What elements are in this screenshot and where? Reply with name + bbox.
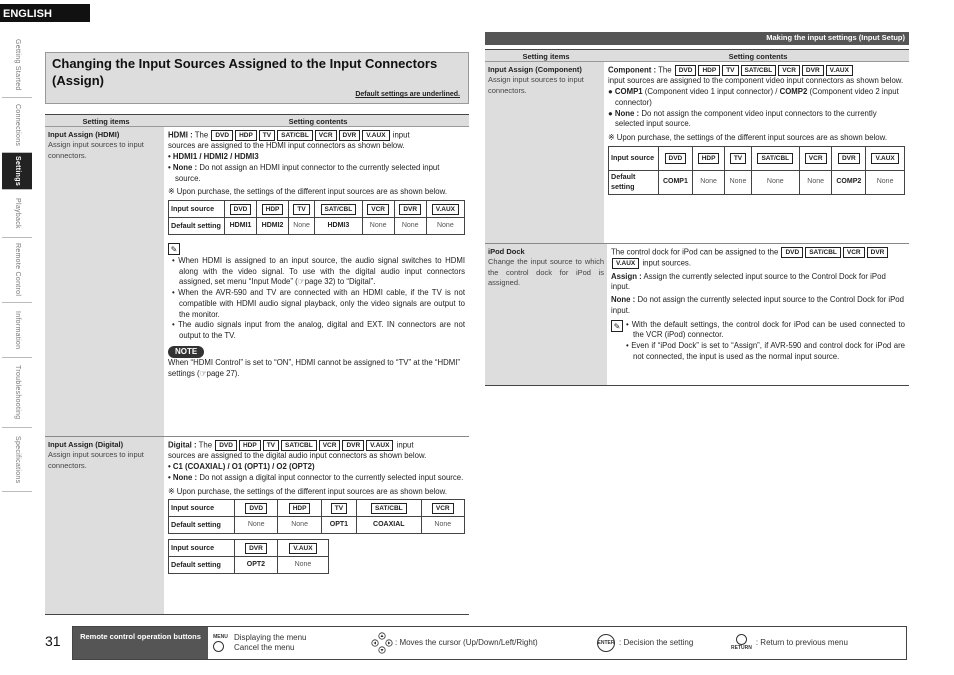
ipod-source-box: DVD	[781, 247, 803, 258]
hdmi-the: The	[194, 130, 209, 140]
table-default-value-cell	[725, 170, 751, 194]
table-source-label-cell	[832, 146, 866, 170]
table-default-value: None	[700, 178, 717, 186]
note-text: Even if “iPod Dock” is set to “Assign”, if AVR-590 and control dock for iPod are not connected, the input is used as the normal input source.	[631, 341, 905, 361]
component-line2: input sources are assigned to the component video input connectors as shown below.	[608, 76, 904, 86]
digital-tbl2-src-label: Input source	[169, 540, 235, 557]
note-item	[172, 256, 465, 288]
table-source-label-cell	[394, 201, 426, 218]
footer-enter-text: : Decision the setting	[619, 638, 694, 648]
component-comp-mid: (Component video 1 input connector) /	[644, 87, 778, 97]
table-source-label: HDP	[262, 204, 284, 215]
table-default-value-cell	[832, 170, 866, 194]
table-source-label: VCR	[367, 204, 389, 215]
sidebar-tab-label: Getting Started	[13, 38, 21, 91]
source-box: DVR	[802, 65, 824, 76]
digital-row	[45, 437, 469, 615]
ipod-source-box: SAT/CBL	[805, 247, 841, 258]
hdmi-purchase-note: ※ Upon purchase, the settings of the different input sources are as shown below.	[168, 187, 448, 197]
ipod-none-text: Do not assign the currently selected input source to the Control Dock for iPod input.	[611, 295, 904, 315]
table-default-value: None	[766, 178, 784, 186]
table-default-value: COMP2	[836, 178, 862, 186]
table-source-label-cell	[659, 146, 693, 170]
section-title-box	[45, 52, 469, 104]
table-source-label: TV	[730, 153, 746, 164]
source-box: TV	[263, 440, 279, 451]
table-default-value: HDMI1	[229, 222, 252, 230]
hdmi-none-label: • None :	[168, 162, 198, 172]
remote-footer	[72, 626, 907, 660]
hdmi-line2: sources are assigned to the HDMI input connectors as shown below.	[168, 141, 405, 151]
table-source-label-cell	[289, 201, 315, 218]
table-source-label: HDP	[289, 503, 311, 514]
table-source-label-cell	[725, 146, 751, 170]
ipod-desc: Change the input source to which the control dock for iPod is assigned.	[488, 257, 604, 288]
source-box: SAT/CBL	[741, 65, 777, 76]
bullet-icon: •	[172, 288, 179, 298]
table-default-value: COAXIAL	[373, 521, 405, 529]
table-default-value: OPT2	[246, 561, 266, 569]
sidebar-tab-specifications[interactable]	[2, 428, 32, 492]
component-tbl-src-label: Input source	[609, 146, 659, 170]
table-default-value: None	[807, 178, 825, 186]
sidebar-tab-label: Specifications	[13, 435, 21, 484]
cursor-pad-icon	[371, 632, 393, 654]
table-default-value: None	[247, 521, 265, 529]
footer-menu-text: Displaying the menu Cancel the menu	[234, 632, 307, 652]
hdmi-desc: Assign input sources to input connectors.	[48, 140, 144, 160]
ipod-line1: The control dock for iPod can be assigned to the	[611, 247, 779, 257]
component-row: Input Assign (Component) Assign input sources to input connectors. Component : The DVD HDP TV SAT/CBL VCR DVR V.AUX input sources are assigned to the component video input connectors as shown below. ● COMP1 (Component video 1 input connector) / COMP2 (Component video 2 input connector) ● None : Do not assign the component video input connectors to the currently selected input source. ※ Upon purchase, the settings of the different input sources are as shown below. Input source DVD HDP TV SAT/CBL VCR DVR V.AUX Default setting COMP1 None None None None COMP2 None	[485, 62, 909, 244]
table-source-label-cell	[321, 500, 356, 517]
digital-options: • C1 (COAXIAL) / O1 (OPT1) / O2 (OPT2)	[168, 462, 315, 472]
hdmi-tbl-src-label: Input source	[169, 201, 225, 218]
digital-input-word: input	[396, 440, 414, 450]
table-default-value-cell	[357, 517, 422, 534]
table-default-value: OPT1	[329, 521, 349, 529]
ipod-label: iPod Dock	[488, 247, 525, 256]
digital-desc: Assign input sources to input connectors.	[48, 450, 144, 470]
digital-the: The	[198, 440, 213, 450]
sidebar-tab-playback[interactable]	[2, 190, 32, 238]
table-default-value: None	[434, 521, 452, 529]
table-source-label-cell	[235, 500, 278, 517]
hdmi-default-table	[168, 200, 465, 235]
table-default-value-cell	[235, 557, 278, 574]
hdmi-label: Input Assign (HDMI)	[48, 130, 120, 139]
table-default-value-cell	[421, 517, 464, 534]
default-note: Default settings are underlined.	[355, 91, 460, 99]
sidebar-tab-label: Remote Control	[13, 243, 21, 297]
table-default-value-cell	[799, 170, 831, 194]
page-title: Changing the Input Sources Assigned to the Input Connectors (Assign)	[52, 56, 438, 88]
source-box: DVD	[211, 130, 233, 141]
table-source-label: SAT/CBL	[757, 153, 793, 164]
table-source-label-cell	[692, 146, 724, 170]
table-source-label-cell	[225, 201, 257, 218]
table-default-value: None	[369, 222, 387, 230]
sidebar-tab-getting-started[interactable]	[2, 32, 32, 98]
note-badge: NOTE	[168, 346, 204, 358]
sidebar-tab-information[interactable]	[2, 303, 32, 358]
ipod-source-box: V.AUX	[612, 258, 639, 269]
table-source-label: DVR	[399, 204, 421, 215]
hdmi-source-boxes	[210, 131, 390, 140]
table-default-value-cell	[278, 517, 321, 534]
ipod-row	[485, 244, 909, 386]
sidebar-tab-label: Connections	[13, 103, 21, 147]
table-source-label-cell	[799, 146, 831, 170]
digital-tbl2-def-label: Default setting	[169, 557, 235, 574]
note-item	[626, 341, 905, 363]
component-comp2: COMP2	[779, 87, 808, 97]
sidebar-tab-troubleshooting[interactable]	[2, 358, 32, 428]
right-header-setting-contents: Setting contents	[728, 52, 788, 61]
ipod-assign-text: Assign the currently selected input source to the Control Dock for iPod input.	[611, 271, 886, 292]
digital-none-text: Do not assign a digital input connector to the currently selected input source.	[199, 472, 464, 482]
ipod-source-box: DVR	[867, 247, 889, 258]
language-label: ENGLISH	[0, 4, 90, 22]
table-source-label: TV	[331, 503, 347, 514]
component-comp1: COMP1	[614, 87, 643, 97]
table-source-label: VCR	[432, 503, 454, 514]
note-text: The audio signals input from the analog, digital and EXT. IN connectors are not output to the TV.	[177, 320, 465, 341]
table-default-value: None	[293, 222, 310, 230]
digital-line2: sources are assigned to the digital audio input connectors as shown below.	[168, 451, 427, 461]
table-source-label-cell	[357, 500, 422, 517]
digital-source-boxes	[214, 441, 394, 450]
table-default-value-cell	[751, 170, 799, 194]
table-source-label-cell	[235, 540, 278, 557]
table-source-label: TV	[293, 204, 309, 215]
sidebar-tab-label: Playback	[13, 198, 21, 229]
component-none-text: Do not assign the component video input connectors to the currently selected input source.	[615, 108, 877, 129]
note-text: With the default settings, the control dock for iPod can be used connected to the VCR (iPod) connector.	[631, 319, 905, 340]
component-none-label: None :	[614, 108, 640, 118]
note-text: When the AVR-590 and TV are connected with an HDMI cable, if the TV is not compatible with HDMI audio signal playback, only the video signals are output to the monitor.	[178, 288, 465, 319]
note-text: When HDMI is assigned to an input source, the audio signal switches to HDMI along with the video signal. To use with the digital audio input connectors assigned, set menu “Input Mode” (☞page 32) to “Digital”.	[178, 255, 465, 287]
component-tbl-def-label: Default setting	[609, 170, 659, 194]
section-topbar: Making the input settings (Input Setup)	[485, 32, 909, 45]
digital-head: Digital :	[168, 440, 197, 450]
sidebar-tab-label: Troubleshooting	[13, 365, 21, 420]
digital-default-table-2	[168, 539, 329, 574]
hdmi-options: • HDMI1 / HDMI2 / HDMI3	[168, 152, 259, 162]
source-box: SAT/CBL	[277, 130, 313, 141]
table-default-value-cell	[362, 218, 394, 235]
footer-return-text: : Return to previous menu	[755, 638, 848, 648]
table-default-value: HDMI2	[261, 222, 284, 230]
table-default-value: HDMI3	[327, 222, 350, 230]
left-settings-table	[45, 114, 469, 127]
source-box: V.AUX	[362, 130, 389, 141]
table-default-value-cell	[235, 517, 278, 534]
table-source-label: DVR	[245, 543, 267, 554]
digital-tbl1-src-label: Input source	[169, 500, 235, 517]
digital-tbl1-def-label: Default setting	[169, 517, 235, 534]
bullet-icon: •	[626, 319, 632, 329]
ipod-notes-list	[623, 320, 905, 363]
table-default-value-cell	[225, 218, 257, 235]
table-default-value-cell	[692, 170, 724, 194]
hdmi-head: HDMI :	[168, 130, 193, 140]
table-default-value: None	[291, 521, 308, 529]
table-source-label: SAT/CBL	[371, 503, 407, 514]
table-default-value-cell	[659, 170, 693, 194]
component-the: The	[658, 65, 672, 75]
menu-icon-label: MENU	[213, 634, 228, 641]
table-default-value: None	[729, 178, 747, 186]
right-header-setting-items: Setting items	[522, 52, 570, 61]
menu-button-icon	[213, 641, 224, 652]
source-box: HDP	[235, 130, 257, 141]
source-box: VCR	[315, 130, 337, 141]
component-default-table	[608, 146, 905, 195]
table-source-label: HDP	[698, 153, 720, 164]
footer-cursor-text: : Moves the cursor (Up/Down/Left/Right)	[395, 638, 538, 648]
source-box: SAT/CBL	[281, 440, 317, 451]
table-source-label: V.AUX	[432, 204, 459, 215]
source-box: VCR	[319, 440, 341, 451]
ipod-pencil-note-icon: ✎	[611, 320, 623, 332]
hdmi-note-text: When “HDMI Control” is set to “ON”, HDMI cannot be assigned to “TV” at the “HDMI” settings (☞page 27).	[168, 357, 461, 378]
source-box: DVR	[342, 440, 364, 451]
hdmi-input-word: input	[392, 130, 410, 140]
source-box: DVR	[339, 130, 361, 141]
ipod-assign-label: Assign :	[611, 271, 642, 281]
source-box: HDP	[698, 65, 720, 76]
component-desc: Assign input sources to input connectors.	[488, 75, 584, 95]
footer-header: Remote control operation buttons	[73, 627, 208, 659]
source-box: DVD	[215, 440, 237, 451]
component-purchase-note: ※ Upon purchase, the settings of the different input sources are as shown below.	[608, 133, 888, 143]
note-item	[172, 320, 465, 342]
source-box: DVD	[675, 65, 697, 76]
page-number: 31	[45, 633, 61, 649]
right-settings-table	[485, 49, 909, 62]
table-source-label-cell	[866, 146, 905, 170]
source-box: VCR	[778, 65, 800, 76]
return-icon-label: RETURN	[731, 645, 752, 652]
ipod-line2: input sources.	[642, 258, 691, 268]
table-default-value: None	[401, 222, 419, 230]
source-box: TV	[259, 130, 275, 141]
digital-none-label: • None :	[168, 472, 198, 482]
hdmi-none-text: Do not assign an HDMI input connector to the currently selected input source.	[175, 162, 440, 183]
component-comp-end: (Component video 2 input connector)	[615, 87, 899, 107]
component-source-boxes	[674, 66, 854, 75]
sidebar-tab-label: Settings	[13, 155, 21, 186]
table-source-label-cell	[362, 201, 394, 218]
table-source-label: DVD	[245, 503, 267, 514]
ipod-source-box: VCR	[843, 247, 865, 258]
table-default-value-cell	[394, 218, 426, 235]
note-item	[172, 288, 465, 320]
table-source-label-cell	[257, 201, 289, 218]
bullet-icon: •	[172, 320, 178, 330]
table-source-label: SAT/CBL	[321, 204, 357, 215]
header-setting-items: Setting items	[82, 117, 130, 126]
table-source-label-cell	[421, 500, 464, 517]
hdmi-notes-list	[168, 256, 465, 342]
enter-button-icon: ENTER	[597, 634, 615, 652]
table-default-value-cell	[277, 557, 328, 574]
table-default-value: None	[876, 178, 894, 186]
table-source-label-cell	[277, 540, 328, 557]
table-default-value-cell	[866, 170, 905, 194]
pencil-note-icon: ✎	[168, 243, 180, 255]
table-default-value: COMP1	[662, 178, 688, 186]
bullet-icon: •	[172, 255, 179, 265]
table-source-label: DVR	[838, 153, 860, 164]
bullet-icon: •	[626, 341, 632, 351]
source-box: V.AUX	[826, 65, 853, 76]
table-source-label: VCR	[805, 153, 827, 164]
digital-label: Input Assign (Digital)	[48, 440, 124, 449]
table-source-label: V.AUX	[871, 153, 898, 164]
note-item	[626, 320, 905, 342]
component-label: Input Assign (Component)	[488, 65, 582, 74]
table-source-label-cell	[426, 201, 464, 218]
table-source-label-cell	[315, 201, 363, 218]
return-button-icon	[736, 634, 747, 645]
source-box: HDP	[239, 440, 261, 451]
table-source-label-cell	[751, 146, 799, 170]
header-setting-contents: Setting contents	[288, 117, 348, 126]
source-box: V.AUX	[366, 440, 393, 451]
source-box: TV	[722, 65, 738, 76]
table-default-value-cell	[321, 517, 356, 534]
table-source-label: V.AUX	[289, 543, 316, 554]
sidebar-tab-settings[interactable]	[2, 153, 32, 190]
component-head: Component :	[608, 65, 657, 75]
table-default-value-cell	[315, 218, 363, 235]
ipod-none-label: None :	[611, 295, 636, 305]
hdmi-row	[45, 127, 469, 437]
table-default-value-cell	[257, 218, 289, 235]
sidebar-tab-remote-control[interactable]	[2, 238, 32, 303]
table-source-label-cell	[278, 500, 321, 517]
table-default-value: None	[294, 561, 312, 569]
digital-default-table-1	[168, 499, 465, 534]
sidebar-tab-connections[interactable]	[2, 98, 32, 153]
table-default-value-cell	[426, 218, 464, 235]
table-default-value-cell	[289, 218, 315, 235]
sidebar-tab-label: Information	[13, 310, 21, 350]
table-source-label: DVD	[665, 153, 687, 164]
digital-purchase-note: ※ Upon purchase, the settings of the different input sources are as shown below.	[168, 486, 448, 496]
table-default-value: None	[436, 222, 454, 230]
table-source-label: DVD	[230, 204, 252, 215]
hdmi-tbl-def-label: Default setting	[169, 218, 225, 235]
